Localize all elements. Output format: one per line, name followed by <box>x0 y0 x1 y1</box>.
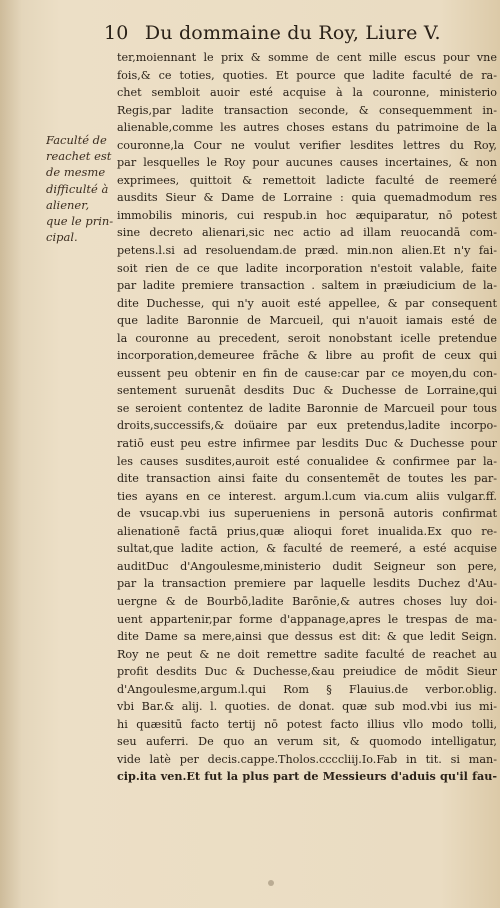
text-line: couronne,la Cour ne voulut verifier lesdites lettres du Roy, <box>117 138 497 152</box>
text-line: sentement suruenāt desdits Duc & Duchesse de Lorraine,qui <box>117 384 497 398</box>
text-line: chet sembloit auoir esté acquise à la couronne, ministerio <box>117 86 497 100</box>
text-line: droits,successifs,& doüaire par eux pretendus,ladite incorpo- <box>117 419 497 433</box>
text-line: ausdits Sieur & Dame de Lorraine : quia quemadmodum res <box>117 191 497 205</box>
text-line: la couronne au precedent, seroit nonobstant icelle pretendue <box>117 331 497 345</box>
text-line: exprimees, quittoit & remettoit ladicte faculté de reemeré <box>117 173 497 187</box>
text-line: sultat,que ladite action, & faculté de reemeré, a esté acquise <box>117 542 497 556</box>
text-line: vbi Bar.& alij. l. quoties. de donat. quæ sub mod.vbi ius mi- <box>117 700 497 714</box>
text-line: dite Duchesse, qui n'y auoit esté appellee, & par consequent <box>117 296 497 310</box>
text-line: soit rien de ce que ladite incorporation n'estoit valable, faite <box>117 261 497 275</box>
text-line: cip.ita ven.Et fut la plus part de Messieurs d'aduis qu'il fau- <box>117 769 497 784</box>
margin-note-line: Faculté de <box>46 133 107 147</box>
text-line: hi quæsitū facto tertij nō potest facto illius vllo modo tolli, <box>117 717 497 731</box>
text-line: les causes susdites,auroit esté conualidee & confirmee par la- <box>117 454 497 468</box>
text-line: alienable,comme les autres choses estans du patrimoine de la <box>117 121 497 135</box>
text-line: par lesquelles le Roy pour aucunes causes incertaines, & non <box>117 156 497 170</box>
text-line: dite Dame sa mere,ainsi que dessus est dit: & que ledit Seign. <box>117 630 497 644</box>
text-line: sine decreto alienari,sic nec actio ad illam reuocandā com- <box>117 226 497 240</box>
text-line: uergne & de Bourbō,ladite Barōnie,& autres choses luy doi- <box>117 594 497 608</box>
text-line: ties ayans en ce interest. argum.l.cum via.cum aliis vulgar.ff. <box>117 489 497 503</box>
text-line: ratiō eust peu estre infirmee par lesdits Duc & Duchesse pour <box>117 437 497 451</box>
text-line: eussent peu obtenir en fin de cause:car par ce moyen,du con- <box>117 366 497 380</box>
text-line: incorporation,demeuree frāche & libre au profit de ceux qui <box>117 349 497 363</box>
page-number: 10 <box>104 22 129 44</box>
text-line: seu auferri. De quo an verum sit, & quomodo intelligatur, <box>117 735 497 749</box>
text-line: se seroient contentez de ladite Baronnie de Marcueil pour tous <box>117 401 497 415</box>
margin-note-line: cipal. <box>46 230 78 245</box>
text-line: de vsucap.vbi ius superueniens in personā autoris confirmat <box>117 507 497 521</box>
ink-spot <box>268 880 274 886</box>
text-line: vide latè per decis.cappe.Tholos.ccccliij.Io.Fab in tit. si man- <box>117 752 497 766</box>
running-title: Du dommaine du Roy, Liure V. <box>144 22 441 44</box>
text-line: par la transaction premiere par laquelle lesdits Duchez d'Au- <box>117 577 497 591</box>
text-line: uent appartenir,par forme d'appanage,apres le trespas de ma- <box>117 612 497 626</box>
margin-note-line: que le prin- <box>46 214 114 229</box>
margin-note-line: reachet est <box>46 149 112 164</box>
margin-note-line: aliener, <box>46 197 90 212</box>
text-line: petens.l.si ad resoluendam.de præd. min.non alien.Et n'y fai- <box>117 244 497 258</box>
text-line: par ladite premiere transaction . saltem in præiudicium de la- <box>117 279 497 293</box>
text-line: que ladite Baronnie de Marcueil, qui n'auoit iamais esté de <box>117 314 497 328</box>
text-line: ter,moiennant le prix & somme de cent mille escus pour vne <box>117 51 497 64</box>
text-line: alienationē factā prius,quæ alioqui foret inualida.Ex quo re- <box>117 524 497 538</box>
text-line: Regis,par ladite transaction seconde, & consequemment in- <box>117 103 497 117</box>
margin-note <box>46 132 118 245</box>
text-line: auditDuc d'Angoulesme,ministerio dudit Seigneur son pere, <box>117 559 497 573</box>
text-line: dite transaction ainsi faite du consentemēt de toutes les par- <box>117 472 497 486</box>
running-header <box>104 22 484 48</box>
text-line: profit desdits Duc & Duchesse,&au preiudice de mōdit Sieur <box>117 665 497 679</box>
text-line: immobilis minoris, cui respub.in hoc æquiparatur, nō potest <box>117 208 497 222</box>
text-line: d'Angoulesme,argum.l.qui Rom § Flauius.de verbor.oblig. <box>117 682 497 696</box>
margin-note-line: difficulté à <box>46 181 109 196</box>
body-text <box>117 49 497 786</box>
margin-note-line: de mesme <box>46 165 106 180</box>
text-line: Roy ne peut & ne doit remettre sadite faculté de reachet au <box>117 647 497 661</box>
text-line: fois,& ce toties, quoties. Et pource que ladite faculté de ra- <box>117 68 497 82</box>
